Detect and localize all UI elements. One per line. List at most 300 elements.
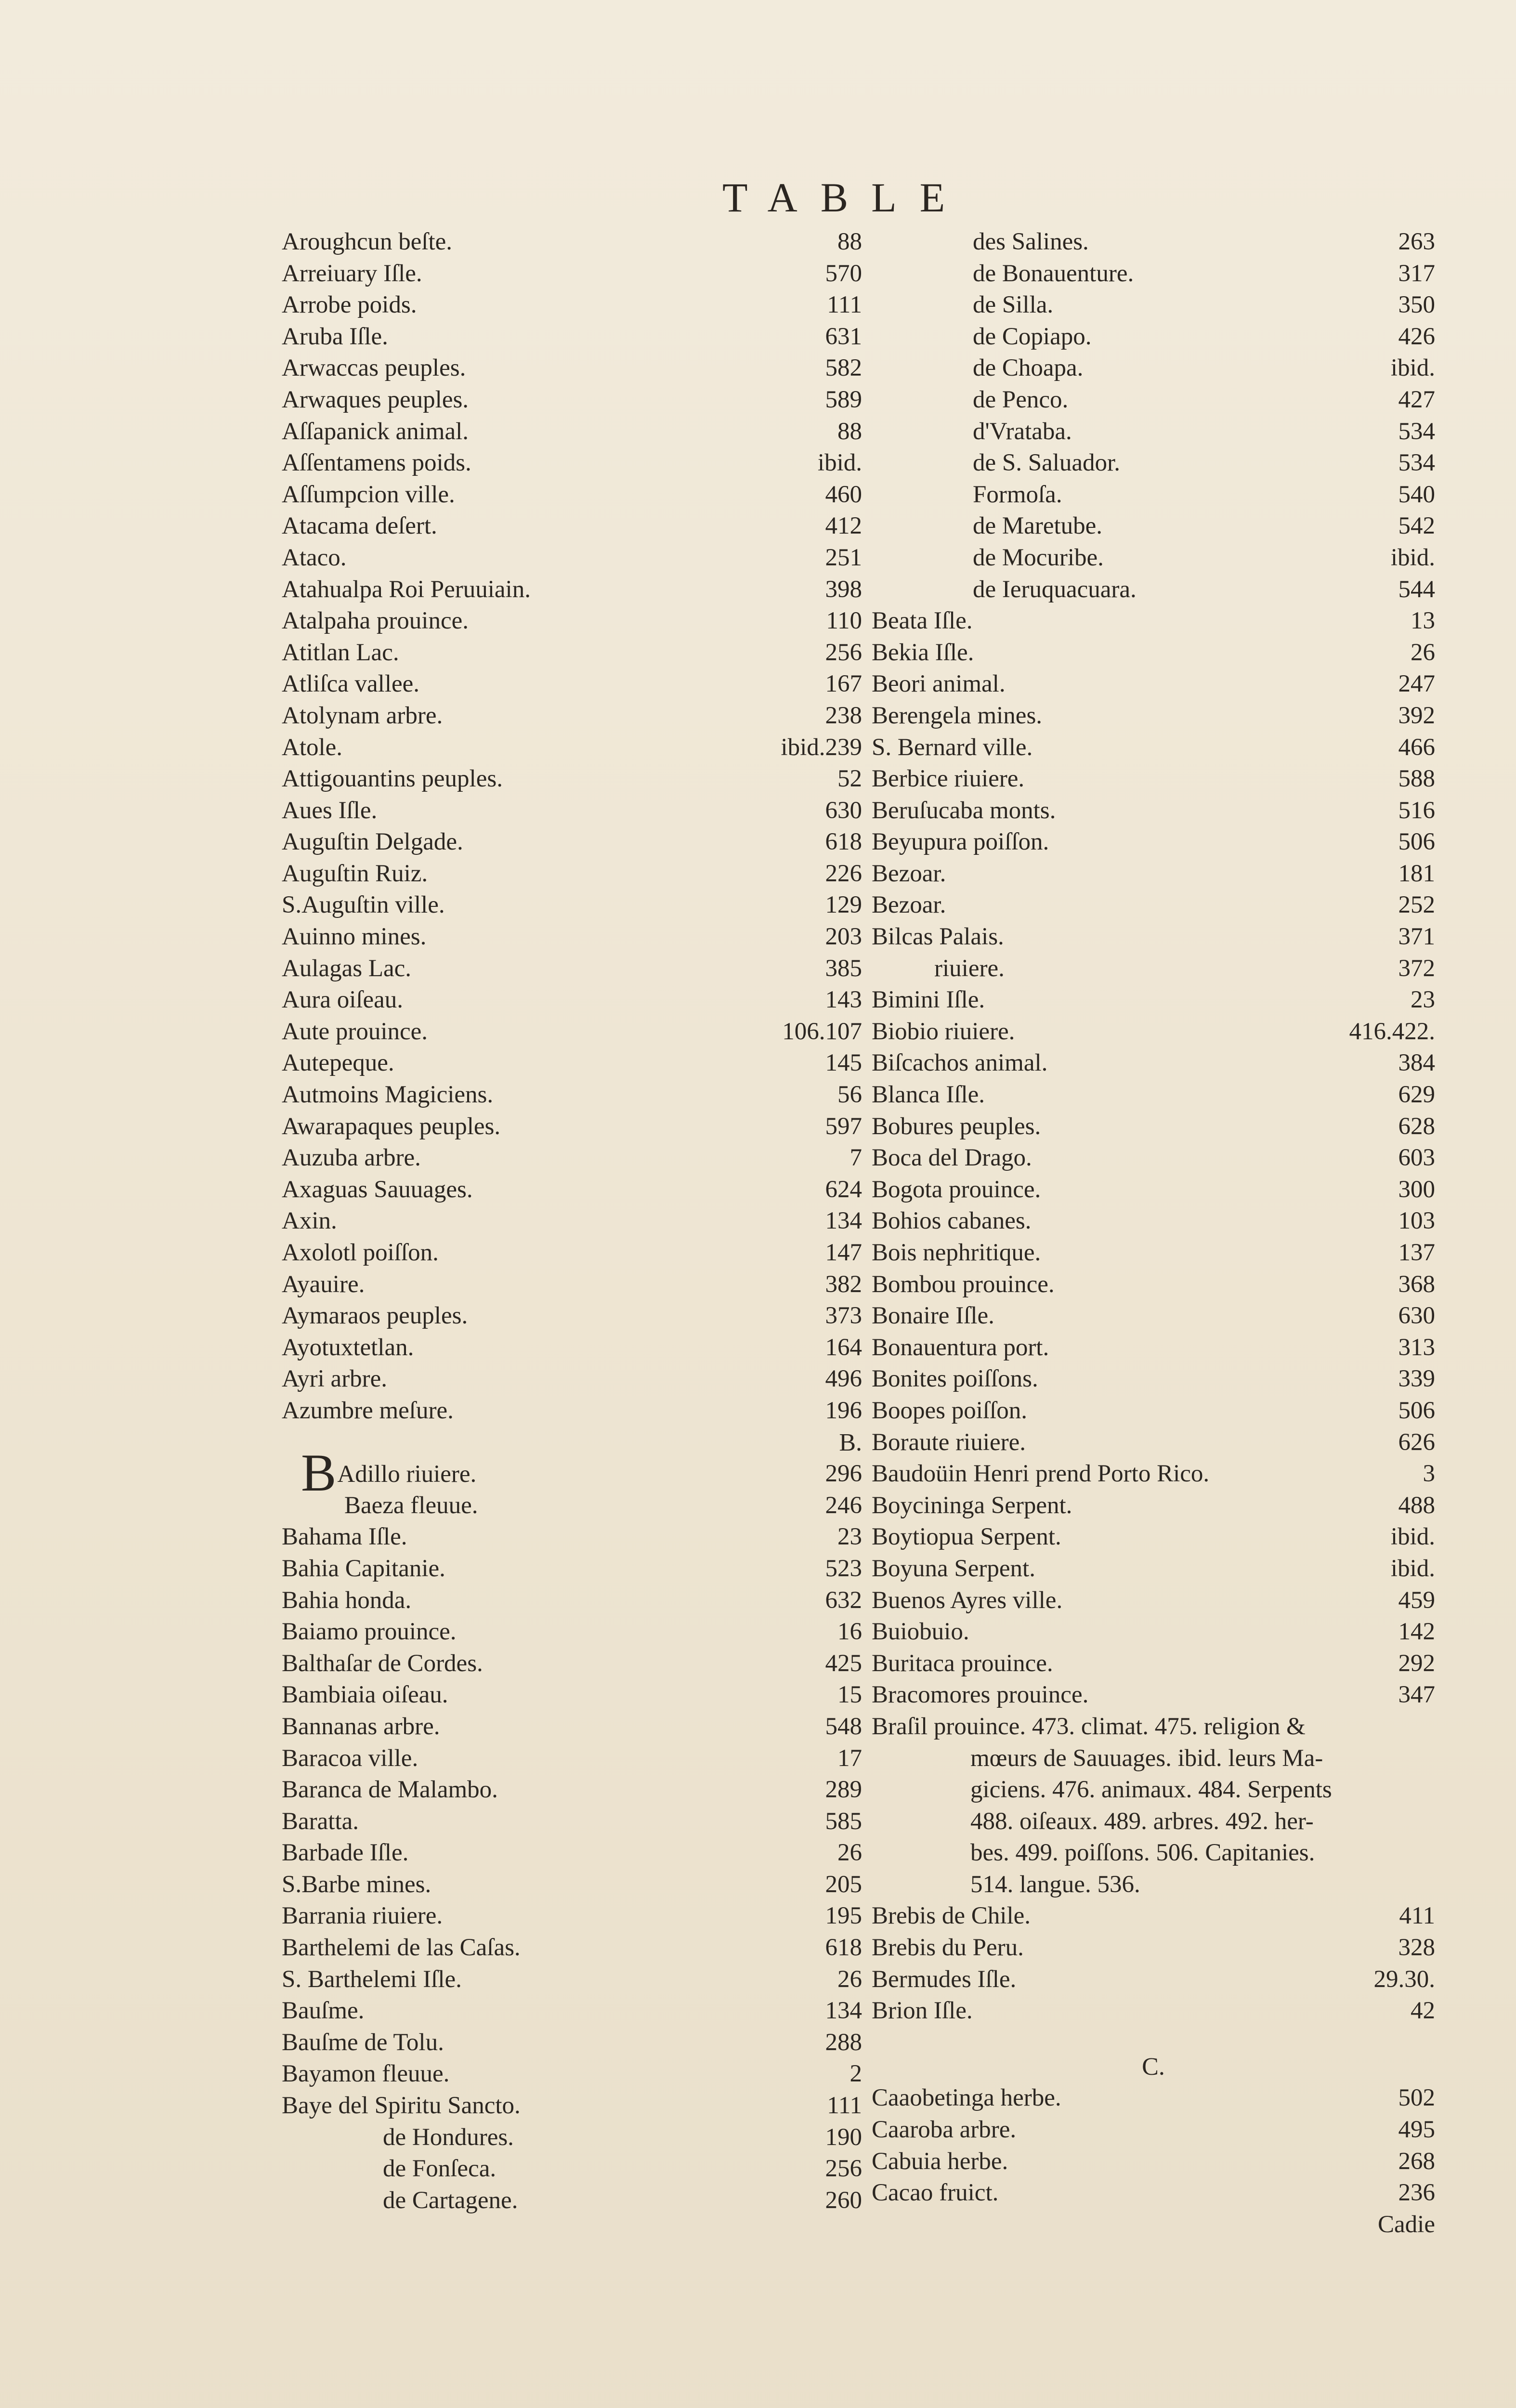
index-entry [872, 984, 1435, 1016]
entry-term: Baudoüin Henri prend Porto Rico. [872, 1460, 1210, 1488]
entry-term: Baye del Spiritu Sancto. [282, 2092, 521, 2120]
entry-page-number: 542 [1398, 512, 1435, 540]
index-entry [282, 1743, 862, 1775]
entry-term: Aroughcun beſte. [282, 228, 453, 255]
entry-term: Atalpaha prouince. [282, 607, 469, 635]
index-entry [872, 668, 1435, 700]
index-entry [872, 1300, 1435, 1332]
entry-page-number: 29.30. [1373, 1965, 1435, 1993]
entry-page-number: 236 [1398, 2179, 1435, 2207]
entry-page-number: 203 [825, 923, 862, 951]
entry-page-number: ibid.239 [781, 733, 862, 761]
entry-term: S.Barbe mines. [282, 1871, 431, 1898]
entry-page-number: 268 [1398, 2147, 1435, 2175]
index-entry [282, 258, 862, 290]
index-entry-brasil [872, 1711, 1435, 1901]
entry-term: Buritaca prouince. [872, 1649, 1053, 1677]
entry-page-number: 292 [1398, 1649, 1435, 1677]
entry-term: Barbade Iſle. [282, 1839, 409, 1867]
entry-page-number: ibid. [1390, 544, 1435, 571]
entry-page-number: 256 [825, 639, 862, 666]
index-entry [872, 795, 1435, 827]
entry-term: Ayotuxtetlan. [282, 1334, 414, 1361]
index-entry [282, 479, 862, 511]
index-entry [872, 1648, 1435, 1680]
entry-term: Biobio riuiere. [872, 1018, 1015, 1045]
entry-page-number: 2 [849, 2060, 862, 2088]
index-entry [282, 447, 862, 479]
entry-term: Bekia Iſle. [872, 639, 974, 666]
entry-page-number: 256 [825, 2155, 862, 2183]
entry-page-number: 588 [1398, 765, 1435, 793]
entry-term: Atliſca vallee. [282, 670, 420, 698]
index-entry [872, 226, 1435, 258]
entry-page-number: 534 [1398, 418, 1435, 445]
entry-page-number: 603 [1398, 1144, 1435, 1172]
entry-term: Berengela mines. [872, 702, 1043, 729]
entry-page-number: ibid. [1390, 354, 1435, 382]
index-entry [282, 510, 862, 542]
entry-term: Baratta. [282, 1807, 359, 1835]
entry-term: Bohios cabanes. [872, 1207, 1032, 1235]
index-entry [282, 1332, 862, 1364]
index-entry [872, 1205, 1435, 1237]
entry-page-number: 425 [825, 1649, 862, 1677]
entry-term: Ayauire. [282, 1270, 365, 1298]
entry-term: Baranca de Malambo. [282, 1776, 498, 1804]
entry-term: Boytiopua Serpent. [872, 1523, 1061, 1551]
entry-term: de Choapa. [973, 354, 1084, 382]
index-entry [282, 321, 862, 353]
entry-term: de Maretube. [973, 512, 1103, 540]
entry-page-number: 466 [1398, 733, 1435, 761]
index-entry [872, 1679, 1435, 1711]
index-entry [282, 1616, 862, 1648]
entry-page-number: 106.107 [782, 1018, 862, 1045]
drop-cap: B [301, 1443, 337, 1503]
entry-page-number: 570 [825, 260, 862, 287]
index-entry [872, 1269, 1435, 1301]
entry-page-number: 167 [825, 670, 862, 698]
index-entry [282, 953, 862, 985]
index-entry [872, 605, 1435, 637]
entry-page-number: 618 [825, 828, 862, 856]
entry-page-number: 373 [825, 1302, 862, 1330]
entry-page-number: 7 [849, 1144, 862, 1172]
index-entry [872, 1585, 1435, 1617]
entry-page-number: 624 [825, 1176, 862, 1203]
entry-page-number: 142 [1398, 1618, 1435, 1646]
entry-term: Aura oiſeau. [282, 986, 404, 1014]
index-entry [282, 826, 862, 858]
entry-page-number: 252 [1398, 891, 1435, 919]
entry-term: Beruſucaba monts. [872, 797, 1056, 824]
brasil-line: Braſil prouince. 473. climat. 475. religion & [872, 1713, 1306, 1740]
entry-term: Aſſapanick animal. [282, 418, 469, 445]
index-entry [872, 574, 1435, 606]
index-column-left [282, 226, 862, 2216]
entry-page-number: 631 [825, 323, 862, 350]
entry-page-number: 164 [825, 1334, 862, 1361]
entry-page-number: 289 [825, 1776, 862, 1804]
index-entry [872, 384, 1435, 416]
entry-page-number: 26 [837, 1965, 862, 1993]
entry-page-number: 628 [1398, 1112, 1435, 1140]
entry-term: Bois nephritique. [872, 1239, 1041, 1266]
index-entry [282, 668, 862, 700]
brasil-continuation-line: 514. langue. 536. [970, 1871, 1140, 1898]
entry-page-number: 111 [827, 2092, 862, 2120]
entry-term: Bonites poiſſons. [872, 1365, 1038, 1393]
entry-page-number: 17 [837, 1744, 862, 1772]
index-entry [282, 1174, 862, 1206]
index-entry [872, 732, 1435, 764]
index-entry [282, 1964, 862, 1996]
entry-term: Boyuna Serpent. [872, 1555, 1035, 1582]
entry-page-number: 26 [837, 1839, 862, 1867]
entry-page-number: 589 [825, 386, 862, 413]
entry-page-number: 52 [837, 765, 862, 793]
entry-term: d'Vrataba. [973, 418, 1072, 445]
entry-page-number: 147 [825, 1239, 862, 1266]
entry-term: Ayri arbre. [282, 1365, 388, 1393]
index-entry [872, 1964, 1435, 1996]
entry-term: Bahia Capitanie. [282, 1555, 445, 1582]
entry-term: Barthelemi de las Caſas. [282, 1934, 521, 1962]
index-entry [872, 1521, 1435, 1553]
entry-term: de Silla. [973, 291, 1054, 319]
index-entry [282, 542, 862, 574]
entry-page-number: 145 [825, 1049, 862, 1077]
entry-page-number: 548 [825, 1713, 862, 1740]
entry-page-number: 3 [1423, 1460, 1435, 1488]
entry-term: Aulagas Lac. [282, 955, 412, 982]
entry-term: de S. Saluador. [973, 449, 1120, 477]
entry-term: Buenos Ayres ville. [872, 1586, 1063, 1614]
entry-term: Aruba Iſle. [282, 323, 388, 350]
entry-term: Arreiuary Iſle. [282, 260, 422, 287]
entry-page-number: ibid. [1390, 1555, 1435, 1582]
entry-term [301, 1443, 477, 1503]
entry-term: Axolotl poiſſon. [282, 1239, 439, 1266]
catchword-row [872, 2209, 1435, 2241]
index-entry [872, 763, 1435, 795]
entry-term: Aymaraos peuples. [282, 1302, 468, 1330]
index-entry [872, 416, 1435, 448]
entry-page-number: 226 [825, 860, 862, 887]
entry-page-number: 368 [1398, 1270, 1435, 1298]
index-entry [282, 1806, 862, 1838]
index-entry [282, 921, 862, 953]
index-column-right [872, 226, 1435, 2240]
entry-term: Blanca Iſle. [872, 1081, 985, 1109]
entry-term: Attigouantins peuples. [282, 765, 503, 793]
entry-term: Arwaques peuples. [282, 386, 469, 413]
entry-page-number: 416.422. [1349, 1018, 1435, 1045]
index-entry [282, 384, 862, 416]
entry-term: Bilcas Palais. [872, 923, 1004, 951]
entry-term: Biſcachos animal. [872, 1049, 1048, 1077]
brasil-continuation-line: giciens. 476. animaux. 484. Serpents [970, 1776, 1332, 1804]
entry-page-number: 23 [837, 1523, 862, 1551]
entry-page-number: 26 [1411, 639, 1435, 666]
entry-page-number: ibid. [1390, 1523, 1435, 1551]
entry-term: de Fonſeca. [383, 2155, 497, 2183]
section-letter-text: B. [839, 1428, 862, 1456]
entry-term: de Cartagene. [383, 2186, 518, 2214]
entry-page-number: 534 [1398, 449, 1435, 477]
entry-term: Bracomores prouince. [872, 1681, 1089, 1709]
entry-page-number: 371 [1398, 923, 1435, 951]
index-entry [872, 858, 1435, 890]
index-entry [872, 2114, 1435, 2146]
entry-term: Brion Iſle. [872, 1997, 973, 2025]
entry-page-number: 88 [837, 228, 862, 255]
entry-page-number: 196 [825, 1397, 862, 1424]
index-entry [282, 1679, 862, 1711]
entry-term: Beata Iſle. [872, 607, 973, 635]
index-entry [282, 416, 862, 448]
entry-page-number: 328 [1398, 1934, 1435, 1962]
brasil-continuation-line: 488. oiſeaux. 489. arbres. 492. her- [970, 1807, 1314, 1835]
entry-term: Axaguas Sauuages. [282, 1176, 473, 1203]
index-entry [282, 1932, 862, 1964]
entry-term-rest: Adillo riuiere. [337, 1461, 477, 1488]
entry-page-number: 111 [827, 291, 862, 319]
entry-page-number: 630 [1398, 1302, 1435, 1330]
entry-page-number: 618 [825, 1934, 862, 1962]
entry-term: riuiere. [934, 955, 1005, 982]
entry-page-number: 88 [837, 418, 862, 445]
index-entry [282, 1585, 862, 1617]
index-entry [282, 637, 862, 669]
entry-page-number: 15 [837, 1681, 862, 1709]
entry-page-number: 16 [837, 1618, 862, 1646]
index-entry [282, 353, 862, 384]
entry-page-number: 411 [1399, 1902, 1435, 1930]
index-entry [282, 1016, 862, 1048]
index-entry [282, 1774, 862, 1806]
entry-term: Bahama Iſle. [282, 1523, 407, 1551]
entry-page-number: 544 [1398, 576, 1435, 603]
entry-term: Auguſtin Delgade. [282, 828, 463, 856]
entry-term: Atitlan Lac. [282, 639, 399, 666]
entry-page-number: 134 [825, 1207, 862, 1235]
entry-term: Formoſa. [973, 481, 1062, 508]
index-entry [872, 1490, 1435, 1522]
entry-term: Auinno mines. [282, 923, 427, 951]
entry-term: Bezoar. [872, 860, 946, 887]
entry-page-number: 523 [825, 1555, 862, 1582]
index-entry [282, 605, 862, 637]
entry-term: Bahia honda. [282, 1586, 412, 1614]
entry-term: Beori animal. [872, 670, 1006, 698]
index-entry [282, 1269, 862, 1301]
section-letter [872, 2051, 1435, 2083]
entry-page-number: 506 [1398, 828, 1435, 856]
index-entry [282, 1711, 862, 1743]
entry-term: Atacama deſert. [282, 512, 437, 540]
entry-page-number: 143 [825, 986, 862, 1014]
index-entry [872, 1553, 1435, 1585]
entry-page-number: 195 [825, 1902, 862, 1930]
entry-page-number: 382 [825, 1270, 862, 1298]
index-entry [282, 1900, 862, 1932]
index-entry [872, 1142, 1435, 1174]
entry-page-number: 260 [825, 2186, 862, 2214]
entry-term: Brebis du Peru. [872, 1934, 1024, 1962]
entry-page-number: 629 [1398, 1081, 1435, 1109]
entry-page-number: 42 [1411, 1997, 1435, 2025]
index-entry [282, 763, 862, 795]
entry-term: Atole. [282, 733, 343, 761]
entry-page-number: 251 [825, 544, 862, 571]
index-entry [872, 2177, 1435, 2209]
index-entry [282, 1205, 862, 1237]
index-entry [282, 1142, 862, 1174]
index-entry [282, 2122, 862, 2154]
index-entry [872, 1237, 1435, 1269]
entry-term: Baeza fleuue. [344, 1492, 478, 1519]
entry-page-number: 247 [1398, 670, 1435, 698]
entry-page-number: 181 [1398, 860, 1435, 887]
entry-term: Aute prouince. [282, 1018, 428, 1045]
entry-term: Azumbre meſure. [282, 1397, 454, 1424]
entry-term: Bermudes Iſle. [872, 1965, 1017, 1993]
index-entry [872, 1395, 1435, 1427]
index-entry [872, 353, 1435, 384]
entry-term: Bauſme de Tolu. [282, 2028, 444, 2056]
index-entry [872, 700, 1435, 732]
entry-term: Atolynam arbre. [282, 702, 443, 729]
entry-page-number: 427 [1398, 386, 1435, 413]
index-entry [872, 890, 1435, 921]
entry-page-number: 488 [1398, 1492, 1435, 1519]
entry-term: Bayamon fleuue. [282, 2060, 450, 2088]
index-entry [282, 2153, 862, 2185]
section-letter-text: C. [1142, 2053, 1165, 2081]
index-entry [872, 2146, 1435, 2178]
entry-term: Bezoar. [872, 891, 946, 919]
entry-term: S. Barthelemi Iſle. [282, 1965, 462, 1993]
index-entry [872, 1427, 1435, 1459]
entry-term: Boopes poiſſon. [872, 1397, 1028, 1424]
spacer [872, 2027, 1435, 2051]
entry-term: Autepeque. [282, 1049, 394, 1077]
entry-page-number: 347 [1398, 1681, 1435, 1709]
entry-page-number: 412 [825, 512, 862, 540]
entry-page-number: 582 [825, 354, 862, 382]
section-letter [282, 1427, 862, 1459]
entry-page-number: 626 [1398, 1428, 1435, 1456]
entry-term: Aſſumpcion ville. [282, 481, 455, 508]
index-entry [282, 890, 862, 921]
entry-term: Brebis de Chile. [872, 1902, 1031, 1930]
entry-term: Auguſtin Ruiz. [282, 860, 428, 887]
index-entry [872, 258, 1435, 290]
entry-page-number: 630 [825, 797, 862, 824]
index-entry [282, 1995, 862, 2027]
index-entry [282, 1395, 862, 1427]
entry-term: Aues Iſle. [282, 797, 378, 824]
index-entry [282, 1869, 862, 1901]
index-entry [872, 510, 1435, 542]
entry-term: Boycininga Serpent. [872, 1492, 1072, 1519]
entry-page-number: 350 [1398, 291, 1435, 319]
index-entry [282, 1521, 862, 1553]
index-entry [282, 1837, 862, 1869]
index-entry [282, 1047, 862, 1079]
entry-term: Bambiaia oiſeau. [282, 1681, 448, 1709]
index-entry [282, 1648, 862, 1680]
entry-page-number: 496 [825, 1365, 862, 1393]
entry-page-number: 597 [825, 1112, 862, 1140]
index-entry [282, 1490, 862, 1522]
entry-page-number: 385 [825, 955, 862, 982]
entry-page-number: 313 [1398, 1334, 1435, 1361]
entry-term: Bonauentura port. [872, 1334, 1049, 1361]
entry-page-number: 13 [1411, 607, 1435, 635]
entry-term: Baracoa ville. [282, 1744, 418, 1772]
index-entry [872, 1932, 1435, 1964]
entry-page-number: 540 [1398, 481, 1435, 508]
entry-term: Bogota prouince. [872, 1176, 1041, 1203]
entry-term: Barrania riuiere. [282, 1902, 443, 1930]
index-entry [872, 1458, 1435, 1490]
entry-page-number: 296 [825, 1460, 862, 1488]
entry-page-number: 459 [1398, 1586, 1435, 1614]
entry-term: de Copiapo. [973, 323, 1092, 350]
index-entry [282, 1111, 862, 1143]
index-entry [282, 2058, 862, 2090]
index-entry [282, 1363, 862, 1395]
entry-term: S.Auguſtin ville. [282, 891, 445, 919]
entry-term: S. Bernard ville. [872, 733, 1033, 761]
index-entry [282, 2090, 862, 2122]
index-entry [872, 1174, 1435, 1206]
index-entry [872, 1016, 1435, 1048]
entry-page-number: 460 [825, 481, 862, 508]
entry-page-number: 110 [826, 607, 862, 635]
index-entry [282, 732, 862, 764]
entry-term: Beyupura poiſſon. [872, 828, 1049, 856]
entry-page-number: 339 [1398, 1365, 1435, 1393]
entry-page-number: 632 [825, 1586, 862, 1614]
entry-term: Auzuba arbre. [282, 1144, 421, 1172]
entry-page-number: 506 [1398, 1397, 1435, 1424]
entry-term: Ataco. [282, 544, 347, 571]
entry-page-number: 502 [1398, 2084, 1435, 2112]
index-entry [282, 700, 862, 732]
entry-page-number: 392 [1398, 702, 1435, 729]
index-entry [872, 953, 1435, 985]
index-entry [872, 447, 1435, 479]
entry-term: Cacao fruict. [872, 2179, 999, 2207]
index-entry [282, 984, 862, 1016]
index-entry [872, 542, 1435, 574]
index-entry [872, 479, 1435, 511]
index-entry [282, 795, 862, 827]
entry-term: Atahualpa Roi Peruuiain. [282, 576, 531, 603]
entry-term: des Salines. [973, 228, 1089, 255]
index-entry [872, 289, 1435, 321]
catchword: Cadie [1378, 2211, 1435, 2238]
entry-page-number: 426 [1398, 323, 1435, 350]
entry-page-number: 384 [1398, 1049, 1435, 1077]
entry-term: Buiobuio. [872, 1618, 969, 1646]
index-entry [872, 921, 1435, 953]
entry-page-number: 246 [825, 1492, 862, 1519]
